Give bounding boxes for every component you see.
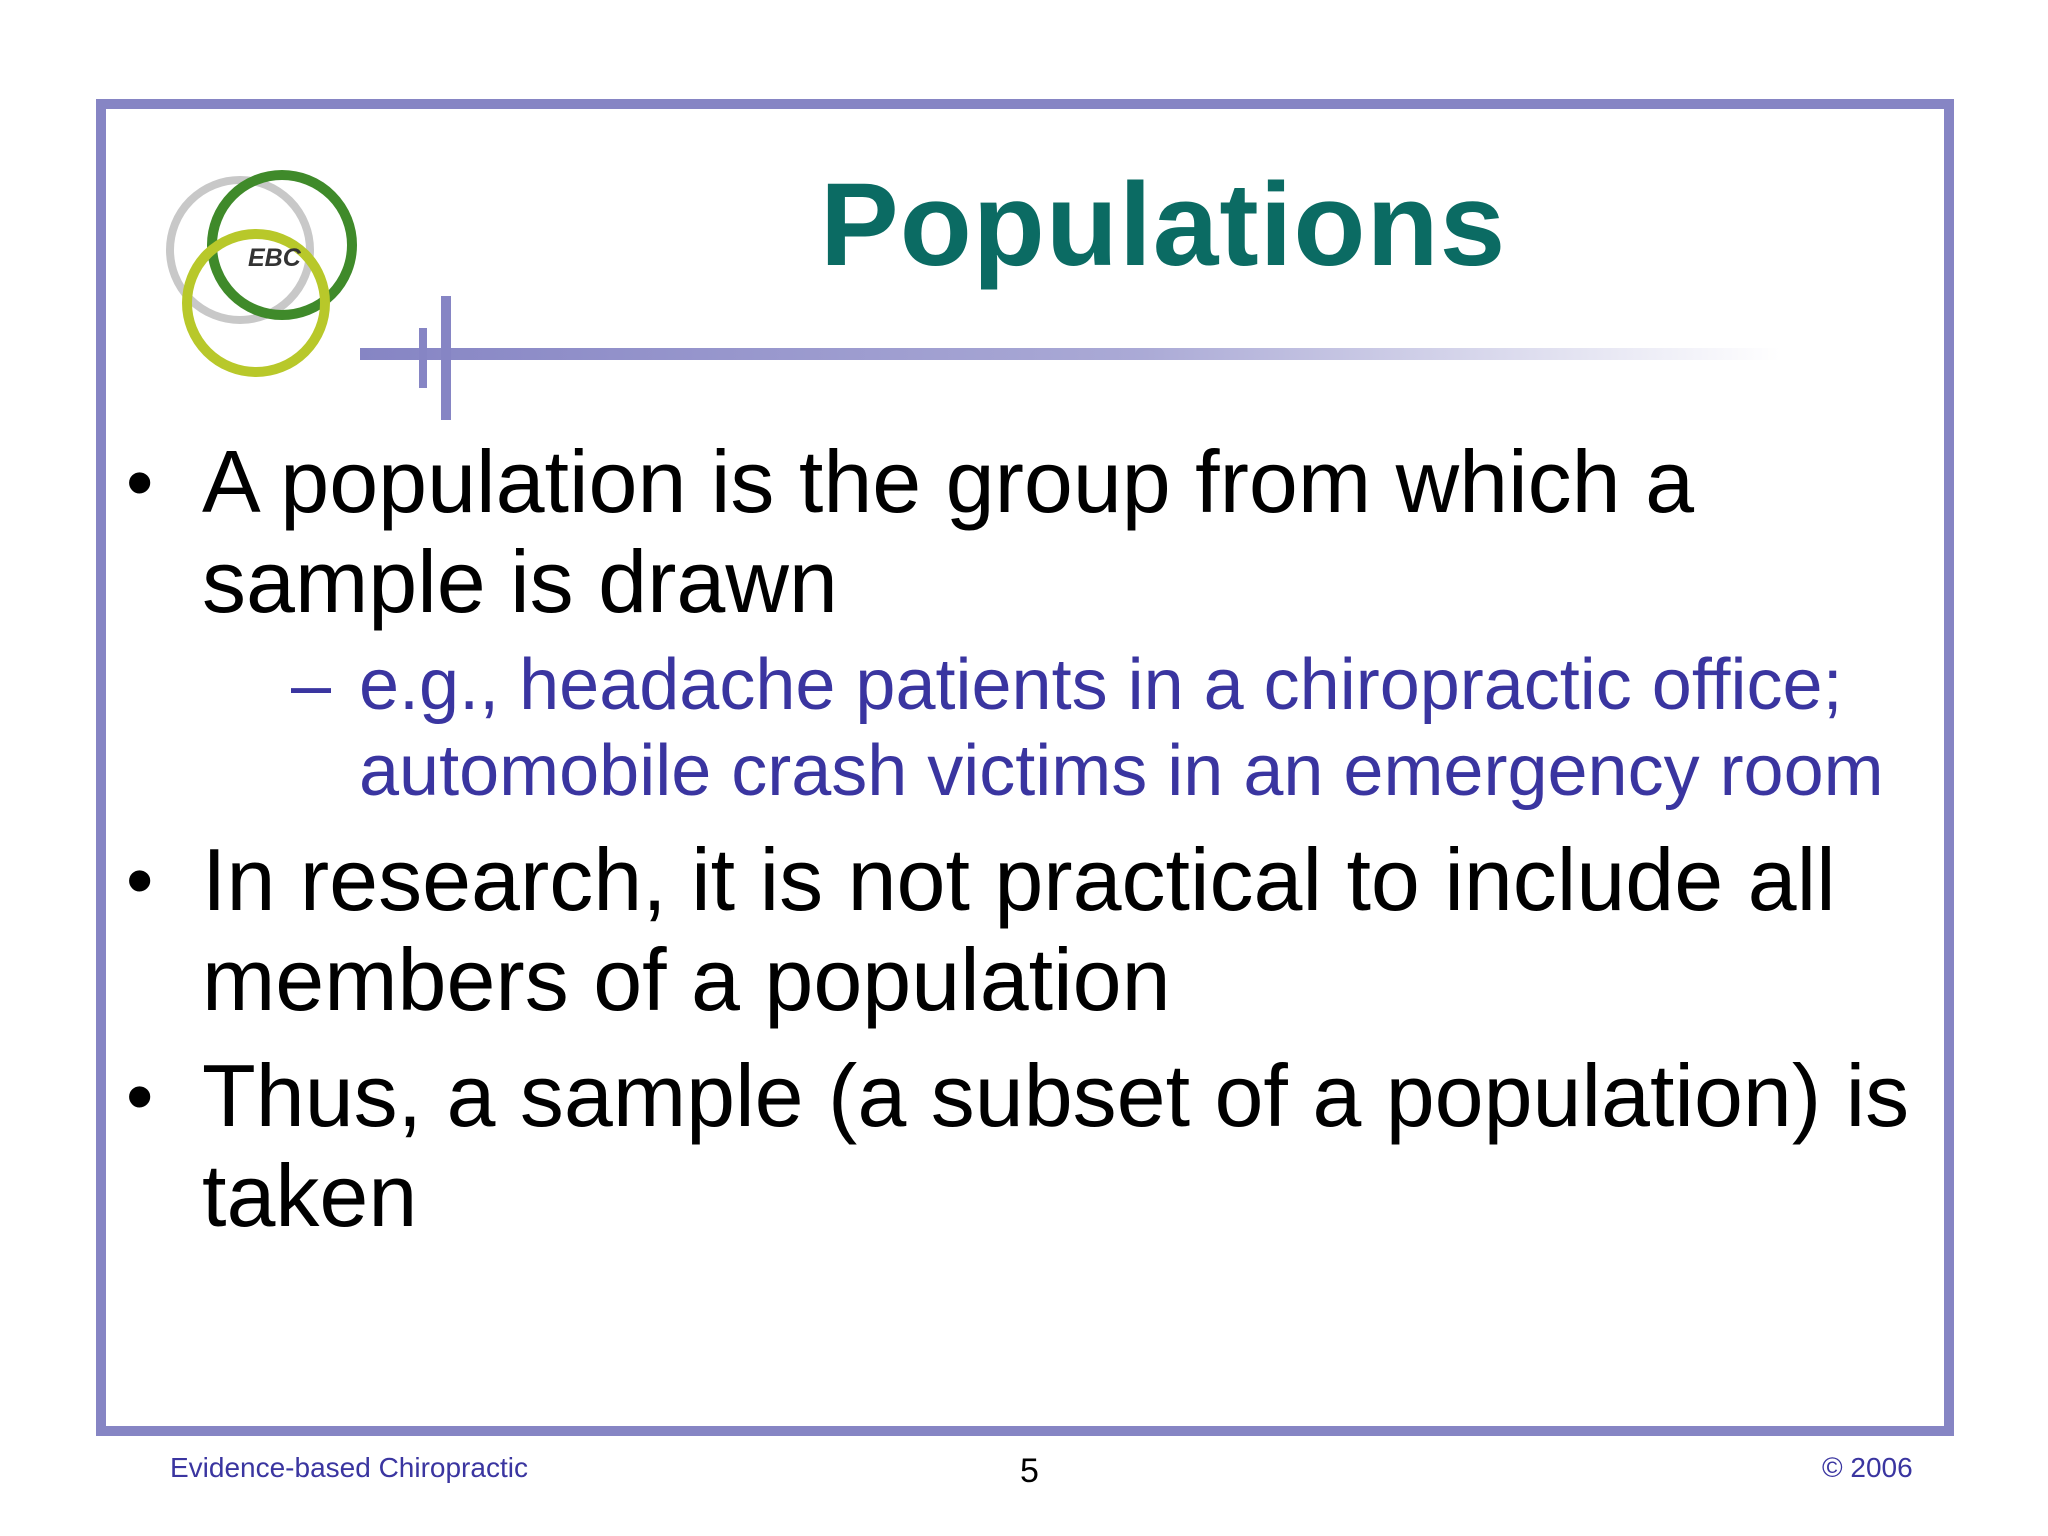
sub-bullet-marker: – — [291, 645, 332, 725]
footer-course-name: Evidence-based Chiropractic — [170, 1452, 528, 1483]
bullet-text: Thus, a sample (a subset of a population) is taken — [202, 1046, 1910, 1245]
slide-body — [120, 432, 1920, 1256]
bullet-marker: • — [126, 438, 154, 526]
bullet-marker: • — [126, 836, 154, 924]
footer-page-number: 5 — [1020, 1452, 1039, 1490]
bullet-marker: • — [126, 1052, 154, 1140]
rule-tick-tall — [441, 296, 451, 420]
bullet-text: A population is the group from which a sample is drawn — [202, 432, 1695, 631]
sub-bullet-item — [291, 642, 1920, 814]
bullet-item — [120, 1046, 1920, 1246]
bullet-text: In research, it is not practical to include all members of a population — [202, 830, 1836, 1029]
slide-title: Populations — [820, 159, 1507, 291]
rule-tick-short — [419, 328, 427, 388]
bullet-item — [120, 830, 1920, 1030]
logo-text: EBC — [248, 244, 301, 272]
rule-bar — [360, 348, 1780, 360]
sub-bullet-text: e.g., headache patients in a chiropractic office; automobile crash victims in an emergency room — [359, 645, 1884, 811]
bullet-item — [120, 432, 1920, 632]
footer-copyright: © 2006 — [1822, 1452, 1913, 1483]
title-underline-rule — [360, 292, 1780, 432]
ebc-logo — [160, 168, 390, 388]
